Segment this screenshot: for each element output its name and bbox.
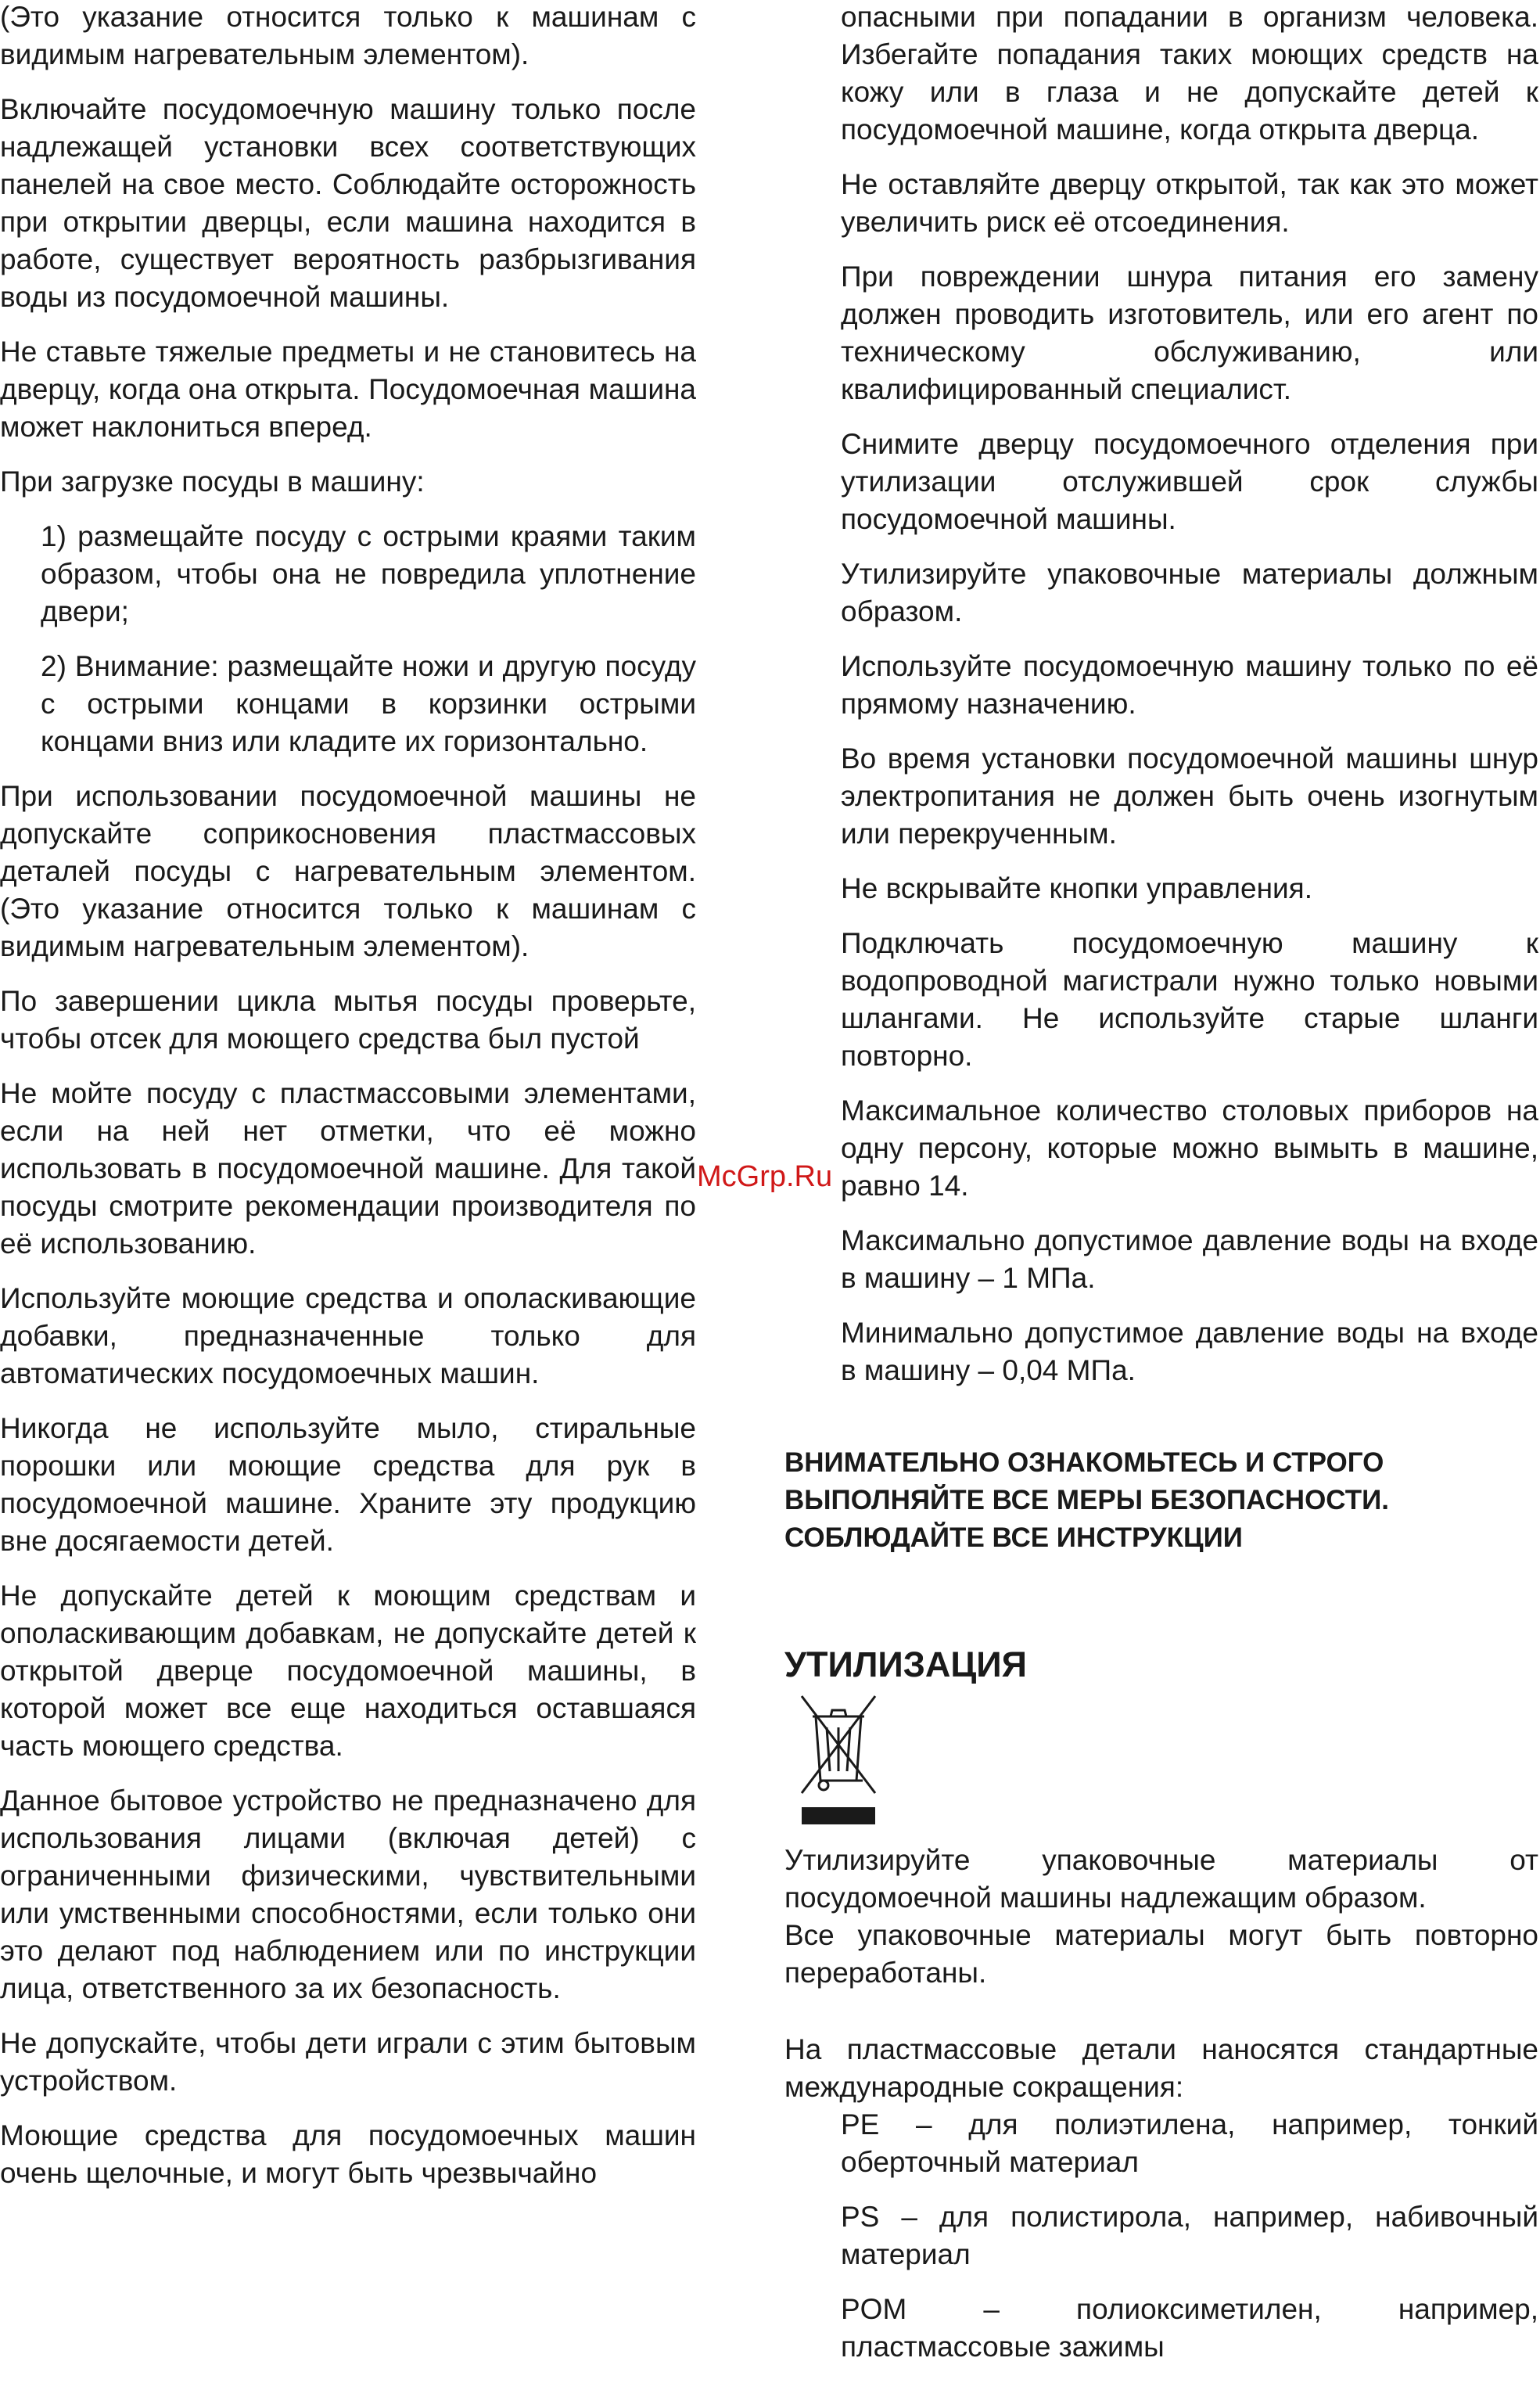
paragraph: Не оставляйте дверцу открытой, так как это может увеличить риск её отсоединения. bbox=[841, 168, 1538, 238]
crossed-out-wheelie-bin-icon bbox=[795, 1693, 881, 1831]
paragraph: Подключать посудомоечную машину к водопроводной магистрали нужно только новыми шлангами. Не используйте старые шланги повторно. bbox=[841, 927, 1538, 1072]
paragraph: Не допускайте детей к моющим средствам и ополаскивающим добавкам, не допускайте детей к открытой дверце посудомоечной машины, в которой может все еще находиться оставшаяся часть моющего средства. bbox=[0, 1580, 696, 1762]
paragraph: При загрузке посуды в машину: bbox=[0, 465, 425, 498]
paragraph: Моющие средства для посудомоечных машин очень щелочные, и могут быть чрезвычайно bbox=[0, 2119, 696, 2189]
safety-warning bbox=[784, 1444, 1538, 1557]
paragraph: Используйте моющие средства и ополаскивающие добавки, предназначенные только для автоматических посудомоечных машин. bbox=[0, 1282, 696, 1389]
paragraph: Не допускайте, чтобы дети играли с этим бытовым устройством. bbox=[0, 2027, 696, 2097]
paragraph: Минимально допустимое давление воды на входе в машину – 0,04 МПа. bbox=[841, 1317, 1538, 1386]
paragraph: При использовании посудомоечной машины не допускайте соприкосновения пластмассовых деталей посуды с нагревательным элементом. (Это указание относится только к машинам с видимым нагревательным элементом). bbox=[0, 780, 696, 962]
paragraph: Максимально допустимое давление воды на входе в машину – 1 МПа. bbox=[841, 1224, 1538, 1294]
list-item: 1) размещайте посуду с острыми краями таким образом, чтобы она не повредила уплотнение двери; bbox=[41, 520, 696, 627]
warning-line: ВНИМАТЕЛЬНО ОЗНАКОМЬТЕСЬ И СТРОГО bbox=[784, 1447, 1384, 1478]
list-item: 2) Внимание: размещайте ножи и другую посуду с острыми концами в корзинки острыми концами вниз или кладите их горизонтально. bbox=[41, 650, 696, 757]
paragraph: Снимите дверцу посудомоечного отделения при утилизации отслужившей срок службы посудомоечной машины. bbox=[841, 428, 1538, 535]
abbreviation-list bbox=[784, 2106, 1538, 2366]
paragraph: Не вскрывайте кнопки управления. bbox=[841, 872, 1313, 904]
left-column bbox=[0, 0, 696, 2209]
paragraph: Утилизируйте упаковочные материалы должным образом. bbox=[841, 558, 1538, 627]
warning-line: ВЫПОЛНЯЙТЕ ВСЕ МЕРЫ БЕЗОПАСНОСТИ. bbox=[784, 1485, 1389, 1515]
right-column bbox=[784, 0, 1538, 2383]
watermark: McGrp.Ru bbox=[697, 1160, 833, 1193]
paragraph: Включайте посудомоечную машину только после надлежащей установки всех соответствующих панелей на свое место. Соблюдайте осторожность при открытии дверцы, если машина находится в работе, существует вероятность разбрызгивания воды из посудомоечной машины. bbox=[0, 93, 696, 313]
paragraph: Утилизируйте упаковочные материалы от посудомоечной машины надлежащим образом. bbox=[784, 1844, 1538, 1914]
warning-line: СОБЛЮДАЙТЕ ВСЕ ИНСТРУКЦИИ bbox=[784, 1522, 1243, 1553]
paragraph: Во время установки посудомоечной машины шнур электропитания не должен быть очень изогнутым или перекрученным. bbox=[841, 742, 1538, 850]
list-item: PS – для полистирола, например, набивочный материал bbox=[841, 2201, 1538, 2270]
section-heading: УТИЛИЗАЦИЯ bbox=[784, 1644, 1027, 1684]
paragraph: На пластмассовые детали наносятся стандартные международные сокращения: bbox=[784, 2033, 1538, 2103]
paragraph: Не ставьте тяжелые предметы и не становитесь на дверцу, когда она открыта. Посудомоечная машина может наклониться вперед. bbox=[0, 336, 696, 443]
paragraph: Используйте посудомоечную машину только по её прямому назначению. bbox=[841, 650, 1538, 720]
list-item: POM – полиоксиметилен, например, пластмассовые зажимы bbox=[841, 2293, 1538, 2363]
paragraph: опасными при попадании в организм человека. Избегайте попадания таких моющих средств на кожу или в глаза и не допускайте детей к посудомоечной машине, когда открыта дверца. bbox=[841, 1, 1538, 146]
paragraph: Данное бытовое устройство не предназначено для использования лицами (включая детей) с ограниченными физическими, чувствительными или умственными способностями, если только они это делают под наблюдением или по инструкции лица, ответственного за их безопасность. bbox=[0, 1785, 696, 2004]
paragraph: Не мойте посуду с пластмассовыми элементами, если на ней нет отметки, что её можно использовать в посудомоечной машине. Для такой посуды смотрите рекомендации производителя по её использованию. bbox=[0, 1077, 696, 1260]
paragraph: (Это указание относится только к машинам с видимым нагревательным элементом). bbox=[0, 1, 696, 70]
safety-list bbox=[784, 0, 1538, 1389]
paragraph: При повреждении шнура питания его замену должен проводить изготовитель, или его агент по техническому обслуживанию, или квалифицированный специалист. bbox=[841, 261, 1538, 405]
paragraph: По завершении цикла мытья посуды проверьте, чтобы отсек для моющего средства был пустой bbox=[0, 985, 696, 1055]
list-item: PE – для полиэтилена, например, тонкий оберточный материал bbox=[841, 2108, 1538, 2178]
paragraph: Все упаковочные материалы могут быть повторно переработаны. bbox=[784, 1919, 1538, 1989]
paragraph: Никогда не используйте мыло, стиральные порошки или моющие средства для рук в посудомоечной машине. Храните эту продукцию вне досягаемости детей. bbox=[0, 1412, 696, 1557]
paragraph: Максимальное количество столовых приборов на одну персону, которые можно вымыть в машине, равно 14. bbox=[841, 1094, 1538, 1202]
